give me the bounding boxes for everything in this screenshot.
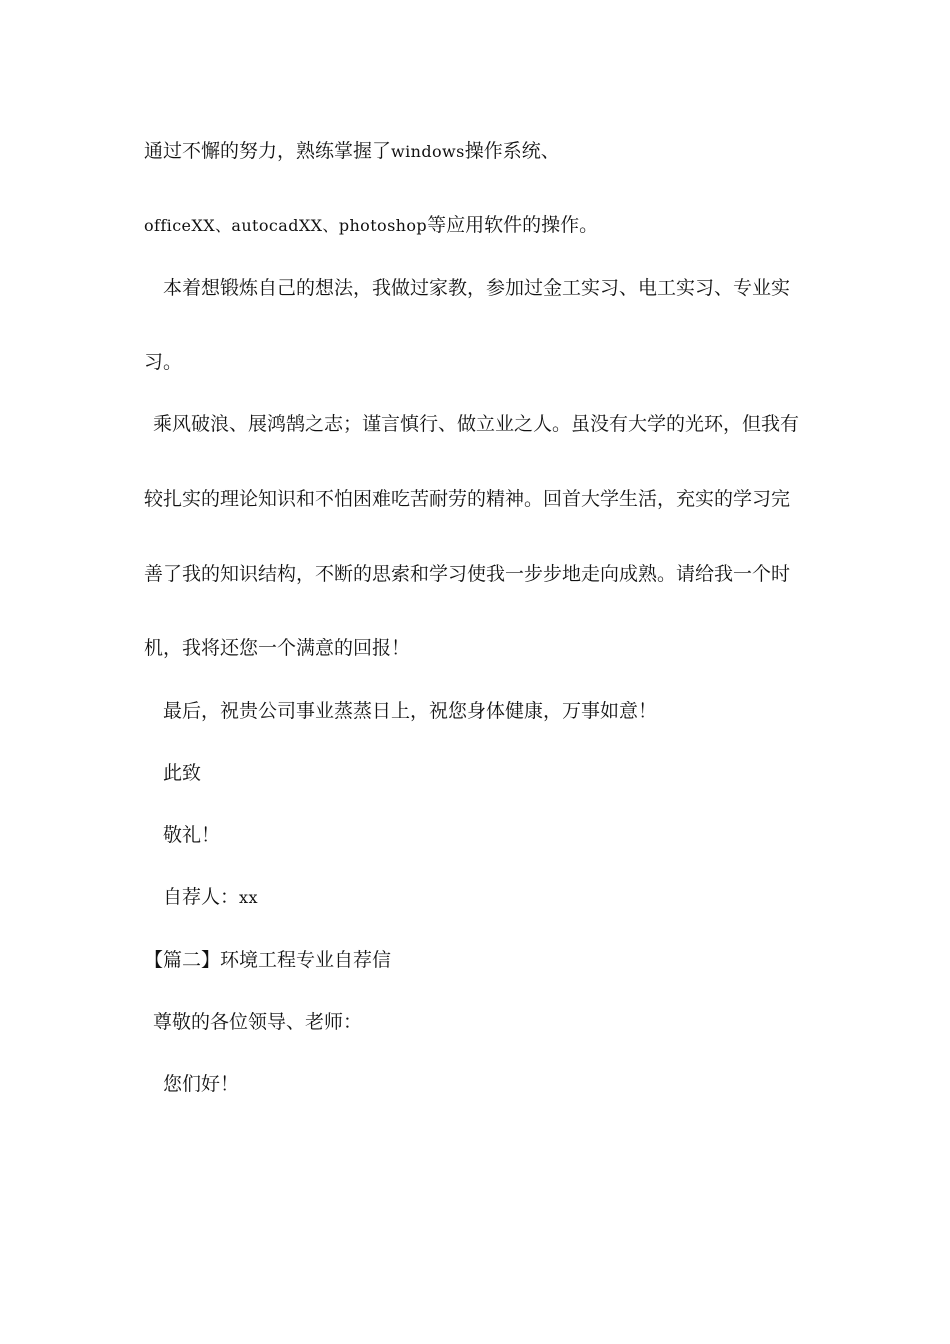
- para3-line2: 较扎实的理论知识和不怕困难吃苦耐劳的精神。回首大学生活，充实的学习完: [144, 488, 791, 510]
- para1-line2: [144, 212, 598, 239]
- closing-regards-2: 敬礼！: [163, 824, 221, 846]
- section2-greeting: 您们好！: [163, 1073, 240, 1095]
- para3-line1: 乘风破浪、展鸿鹄之志；谨言慎行、做立业之人。虽没有大学的光环，但我有: [153, 413, 800, 435]
- signer-name: xx: [239, 888, 258, 907]
- para1-text-a: 通过不懈的努力，熟练掌握了: [144, 140, 392, 162]
- para1-line1: [144, 138, 560, 165]
- signer-label: 自荐人：: [163, 886, 240, 908]
- para1-windows: windows: [391, 142, 465, 161]
- closing-signer: [163, 884, 258, 911]
- para1-text-c: 操作系统、: [464, 140, 560, 162]
- para3-line4: 机，我将还您一个满意的回报！: [144, 637, 411, 659]
- para2-line1: 本着想锻炼自己的想法，我做过家教，参加过金工实习、电工实习、专业实: [163, 277, 791, 299]
- closing-wishes: 最后，祝贵公司事业蒸蒸日上，祝您身体健康，万事如意！: [163, 700, 658, 722]
- closing-regards-1: 此致: [163, 762, 202, 784]
- para2-line2: 习。: [144, 351, 183, 373]
- section2-salutation: 尊敬的各位领导、老师：: [153, 1011, 363, 1033]
- para1-software-names: officeXX、autocadXX、photoshop: [144, 216, 428, 235]
- section2-heading: 【篇二】环境工程专业自荐信: [144, 949, 392, 971]
- para3-line3: 善了我的知识结构，不断的思索和学习使我一步步地走向成熟。请给我一个时: [144, 563, 791, 585]
- para1-text-end: 等应用软件的操作。: [427, 214, 599, 236]
